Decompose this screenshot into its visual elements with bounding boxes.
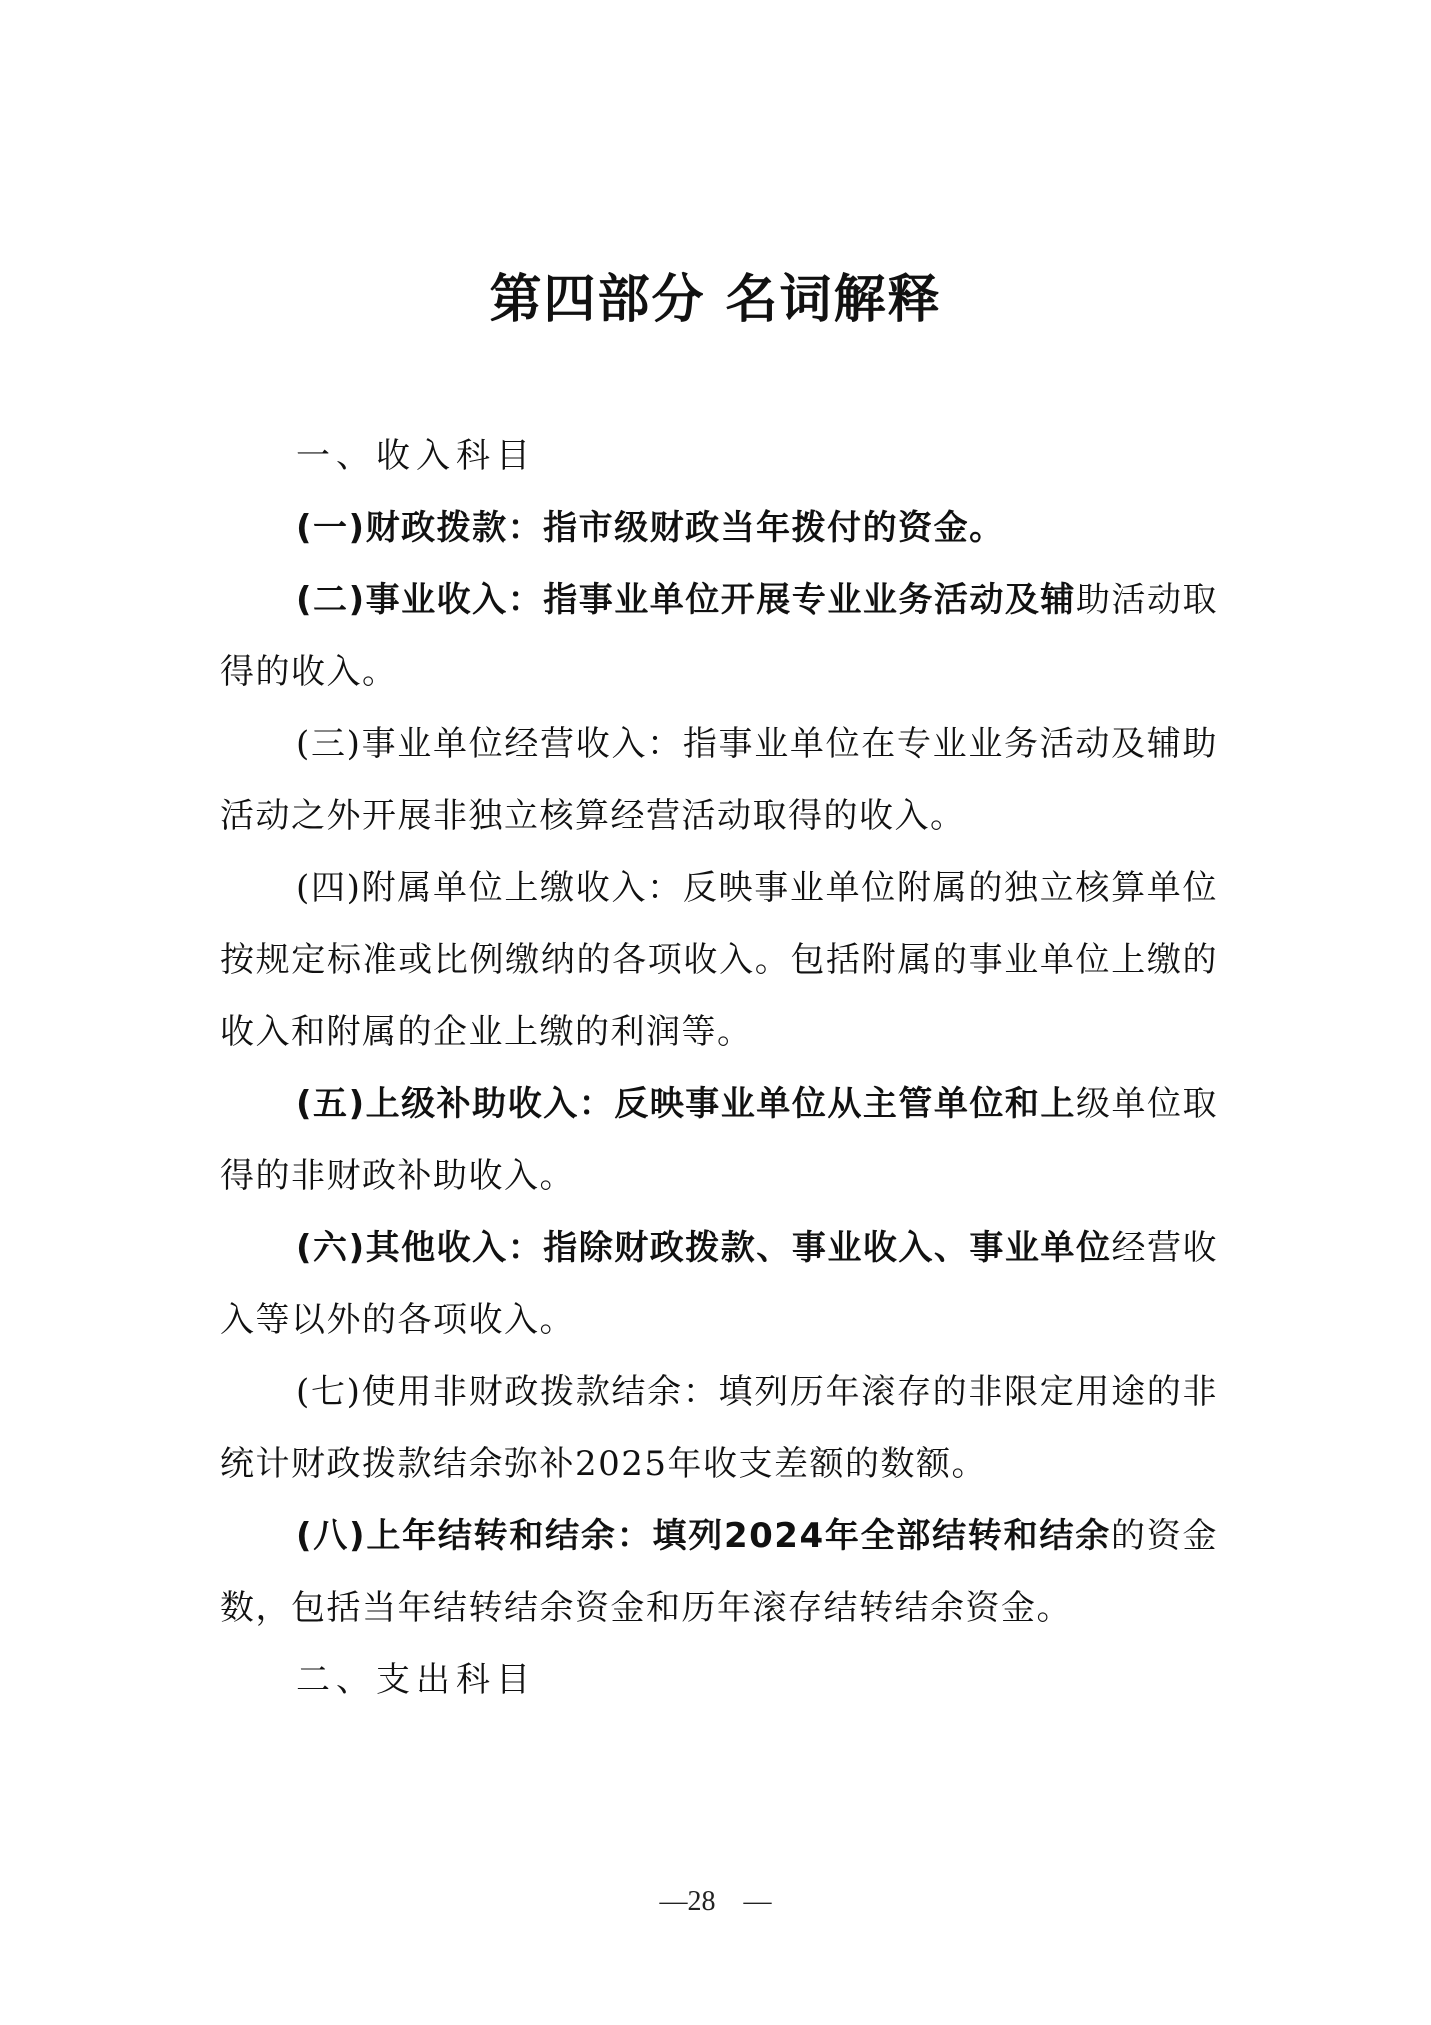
paragraph-item-6-bold: (六)其他收入：指除财政拨款、事业收入、事业单位 (296, 1228, 1112, 1268)
paragraph-item-2 (220, 564, 1218, 708)
section-heading-expenditure: 二、支出科目 (296, 1660, 536, 1700)
paragraph-item-2-rest: 助活动取得的收入。 (220, 580, 1219, 692)
paragraph-item-5-bold: (五)上级补助收入：反映事业单位从主管单位和上 (296, 1084, 1076, 1124)
paragraph-item-1: (一)财政拨款：指市级财政当年拨付的资金。 (296, 508, 1005, 548)
section-heading-income: 一、收入科目 (296, 436, 536, 476)
paragraph-item-6-rest: 经营收入等以外的各项收入。 (220, 1228, 1219, 1340)
paragraph-item-8-rest: 的资金数，包括当年结转结余资金和历年滚存结转结余资金。 (220, 1516, 1218, 1628)
paragraph-item-7: (七)使用非财政拨款结余：填列历年滚存的非限定用途的非统计财政拨款结余弥补2025年收支差额的数额。 (220, 1372, 1218, 1484)
paragraph-item-5-rest: 级单位取得的非财政补助收入。 (220, 1084, 1219, 1196)
paragraph-item-4: (四)附属单位上缴收入：反映事业单位附属的独立核算单位按规定标准或比例缴纳的各项收入。包括附属的事业单位上缴的收入和附属的企业上缴的利润等。 (220, 868, 1218, 1052)
document-body (220, 420, 1218, 1716)
paragraph-item-8-bold: (八)上年结转和结余：填列2024年全部结转和结余 (296, 1516, 1111, 1556)
paragraph-item-6 (220, 1212, 1218, 1356)
page-title: 第四部分 名词解释 (489, 270, 942, 330)
paragraph-item-5 (220, 1068, 1218, 1212)
paragraph-item-8 (220, 1500, 1218, 1644)
paragraph-item-2-bold: (二)事业收入：指事业单位开展专业业务活动及辅 (296, 580, 1076, 620)
paragraph-item-3: (三)事业单位经营收入：指事业单位在专业业务活动及辅助活动之外开展非独立核算经营活动取得的收入。 (220, 724, 1218, 836)
page-number: —28 — (659, 1886, 772, 1917)
